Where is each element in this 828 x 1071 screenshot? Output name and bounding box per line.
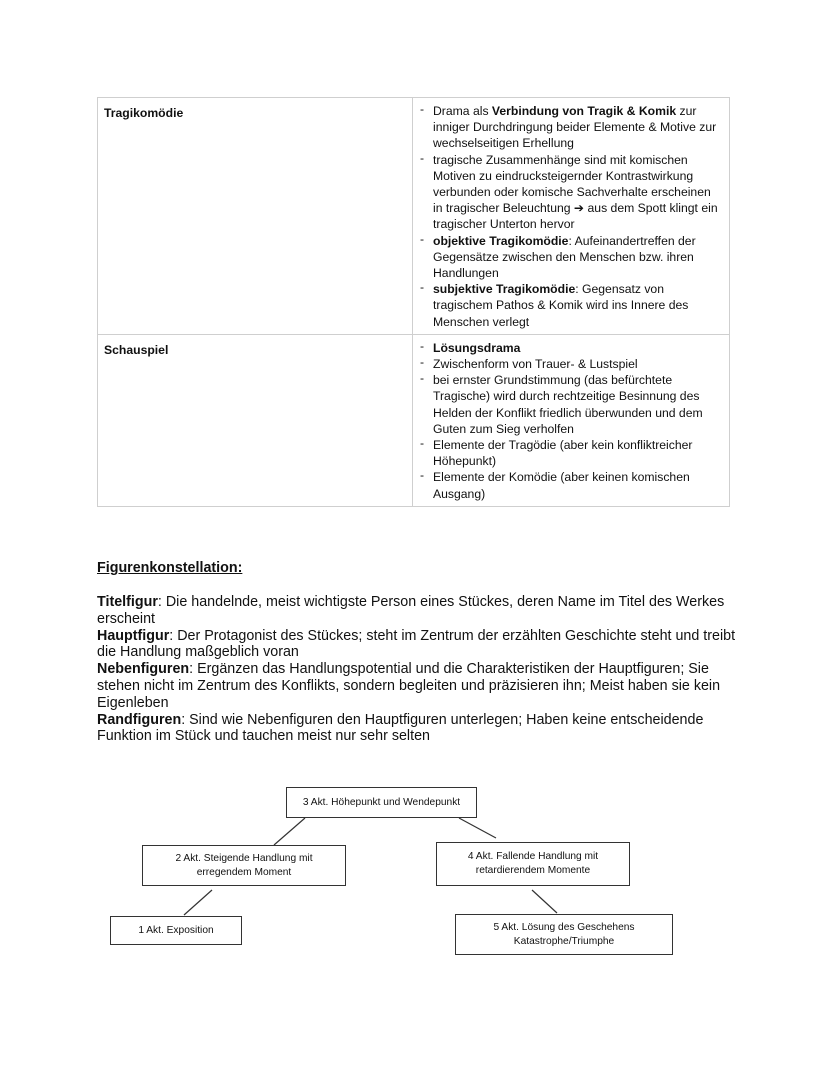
act-4-label-line1: 4 Akt. Fallende Handlung mit xyxy=(467,851,599,862)
act-1-box xyxy=(110,916,242,945)
section-heading: Figurenkonstellation: xyxy=(97,560,243,576)
bold-segment: subjektive Tragikomödie xyxy=(433,282,576,297)
bullet-item xyxy=(417,356,723,372)
act-2-label-line1: 2 Akt. Steigende Handlung mit xyxy=(175,852,313,864)
bullet-item xyxy=(417,281,723,330)
row-description xyxy=(413,98,730,335)
connector-act3-act2 xyxy=(274,818,305,845)
definition-item xyxy=(97,628,737,662)
bullet-list xyxy=(417,340,723,502)
text-segment: Elemente der Tragödie (aber kein konfliktreicher Höhepunkt) xyxy=(433,438,693,469)
bold-segment: Verbindung von Tragik & Komik xyxy=(491,104,677,118)
bullet-item xyxy=(417,469,723,501)
definition-term: Nebenfiguren xyxy=(97,661,190,678)
act-3-label: 3 Akt. Höhepunkt und Wendepunkt xyxy=(302,796,461,808)
definition-item xyxy=(97,712,737,746)
bullet-item xyxy=(417,340,723,356)
text-segment: : Gegensatz von tragischem Pathos & Komik wird ins Innere des Menschen verlegt xyxy=(433,282,689,329)
connector-act4-act5 xyxy=(532,890,557,913)
definition-term: Randfiguren xyxy=(97,711,182,728)
act-3-box xyxy=(286,787,477,818)
bold-segment: Lösungsdrama xyxy=(433,340,521,355)
text-segment: : Aufeinandertreffen der Gegensätze zwischen den Menschen bzw. ihren Handlungen xyxy=(433,233,696,281)
bullet-item xyxy=(417,437,723,469)
definition-text: : Der Protagonist des Stückes; steht im Zentrum der erzählten Geschichte steht und treibt die Handlung maßgeblich voran xyxy=(97,627,736,661)
act-4-label-line2: retardierendem Momente xyxy=(475,865,591,876)
bullet-list xyxy=(417,103,723,330)
definition-text: : Sind wie Nebenfiguren den Hauptfiguren unterlegen; Haben keine entscheidende Funktion im Stück und tauchen meist nur sehr selten xyxy=(97,711,704,745)
definitions-list xyxy=(97,594,737,745)
table-row xyxy=(98,334,730,506)
bullet-item xyxy=(417,103,723,152)
definition-item xyxy=(97,661,737,711)
definition-text: : Ergänzen das Handlungspotential und die Charakteristiken der Hauptfiguren; Sie stehen nicht im Zentrum des Konflikts, sondern begleiten und präzisieren ihn; Meist haben sie kein Eigenleben xyxy=(97,661,721,711)
text-segment: zur inniger Durchdringung beider Elemente & Motive zur wechselseitigen Erhellung xyxy=(433,104,717,151)
connector-act3-act4 xyxy=(459,818,496,838)
row-term: Tragikomödie xyxy=(98,98,413,335)
connector-act2-act1 xyxy=(184,890,212,915)
definition-text: : Die handelnde, meist wichtigste Person eines Stückes, deren Name im Titel des Werkes erscheint xyxy=(97,594,725,627)
definition-item xyxy=(97,594,737,628)
text-segment: tragische Zusammenhänge sind mit komischen Motiven zu eindrucksteigernder Kontrastwirkung verbunden oder komische Sachverhalte erscheinen in tragischer Beleuchtung ➔ aus dem Spott klingt ein tragischer Unterton hervor xyxy=(433,152,718,232)
definition-term: Titelfigur xyxy=(97,594,158,610)
text-segment: Zwischenform von Trauer- & Lustspiel xyxy=(433,357,638,372)
table-row xyxy=(98,98,730,335)
act-4-box xyxy=(436,842,630,886)
act-5-label-line1: 5 Akt. Lösung des Geschehens xyxy=(493,921,635,933)
text-segment: bei ernster Grundstimmung (das befürchtete Tragische) wird durch rechtzeitige Besinnung des Helden der Konflikt friedlich überwunden und dem Guten zum Sieg verholfen xyxy=(433,373,703,436)
act-2-box xyxy=(142,845,346,886)
genre-table xyxy=(97,97,730,507)
row-description xyxy=(413,334,730,506)
bullet-item xyxy=(417,372,723,437)
bullet-item xyxy=(417,152,723,233)
definition-term: Hauptfigur xyxy=(97,627,170,644)
text-segment: Drama als xyxy=(433,104,492,118)
act-1-label: 1 Akt. Exposition xyxy=(138,924,214,936)
text-segment: Elemente der Komödie (aber keinen komischen Ausgang) xyxy=(433,470,690,501)
act-5-label-line2: Katastrophe/Triumphe xyxy=(513,935,615,947)
bold-segment: objektive Tragikomödie xyxy=(433,233,569,248)
row-term: Schauspiel xyxy=(98,334,413,506)
act-5-box xyxy=(455,914,673,955)
act-2-label-line2: erregendem Moment xyxy=(196,866,292,878)
bullet-item xyxy=(417,233,723,282)
